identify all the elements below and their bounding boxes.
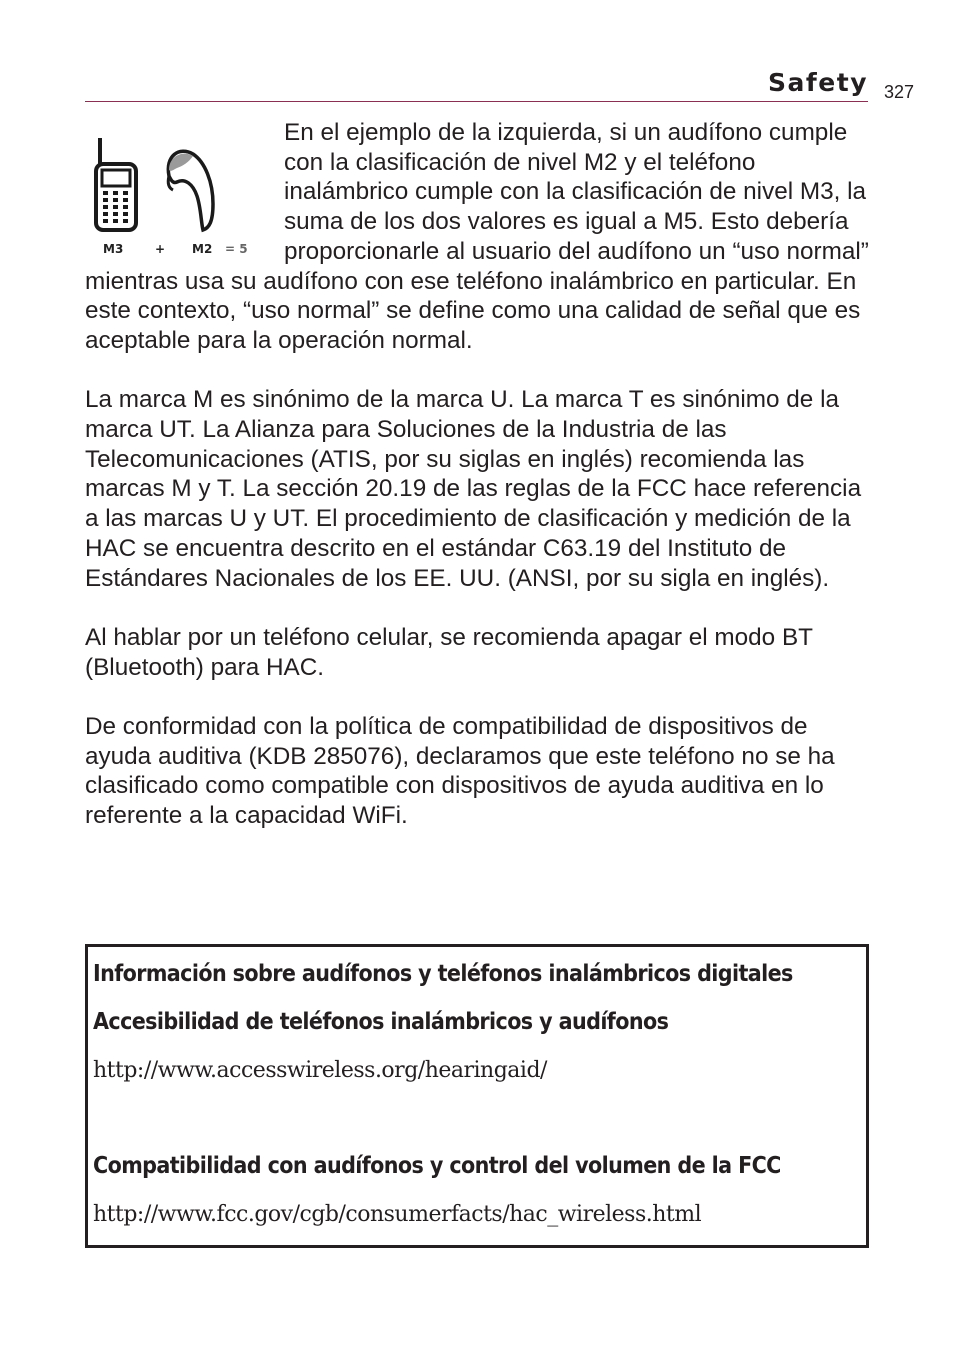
paragraph-example: En el ejemplo de la izquierda, si un audífono cumple con la clasificación de nivel M2 y el teléfono inalámbrico cumple con la clasificación de nivel M3, la suma de los dos valores es igual a M5. Esto debería proporcionarle al usuario del audífono un “uso normal” mientras usa su audífono con ese teléfono inalámbrico en particular. En este contexto, “uso normal” se define como una calidad de señal que es aceptable para la operación normal.	[85, 119, 869, 354]
box-heading-accessibility: Accesibilidad de teléfonos inalámbricos y audífonos	[93, 1009, 669, 1035]
sum-label: = 5	[225, 242, 248, 256]
paragraph-bluetooth: Al hablar por un teléfono celular, se recomienda apagar el modo BT (Bluetooth) para HAC.	[85, 623, 813, 681]
hac-rating-figure	[85, 118, 275, 266]
box-heading-fcc: Compatibilidad con audífonos y control del volumen de la FCC	[93, 1153, 781, 1179]
box-heading-digital-aids: Información sobre audífonos y teléfonos inalámbricos digitales	[93, 961, 793, 987]
main-content	[85, 118, 870, 861]
paragraph-marks: La marca M es sinónimo de la marca U. La marca T es sinónimo de la marca UT. La Alianza para Soluciones de la Industria de las Telecomunicaciones (ATIS, por su siglas en inglés) recomienda las marcas M y T. La sección 20.19 de las reglas de la FCC hace referencia a las marcas U y UT. El procedimiento de clasificación y medición de la HAC se encuentra descrito en el estándar C63.19 del Instituto de Estándares Nacionales de los EE. UU. (ANSI, por su sigla en inglés).	[85, 386, 862, 592]
header-divider	[85, 101, 868, 102]
aid-rating-label: M2	[192, 242, 213, 256]
section-title: Safety	[768, 68, 868, 97]
fcc-link[interactable]: http://www.fcc.gov/cgb/consumerfacts/hac_wireless.html	[93, 1202, 702, 1227]
accesswireless-link[interactable]: http://www.accesswireless.org/hearingaid/	[93, 1058, 547, 1083]
plus-sign: +	[155, 242, 166, 256]
paragraph-wifi: De conformidad con la política de compatibilidad de dispositivos de ayuda auditiva (KDB 285076), declaramos que este teléfono no se ha clasificado como compatible con dispositivos de ayuda auditiva en lo referente a la capacidad WiFi.	[85, 713, 835, 830]
cell-phone-icon	[96, 138, 136, 230]
page-number: 327	[884, 82, 915, 102]
resources-box	[85, 944, 869, 1248]
hearing-aid-icon	[168, 151, 213, 230]
phone-rating-label: M3	[103, 242, 124, 256]
